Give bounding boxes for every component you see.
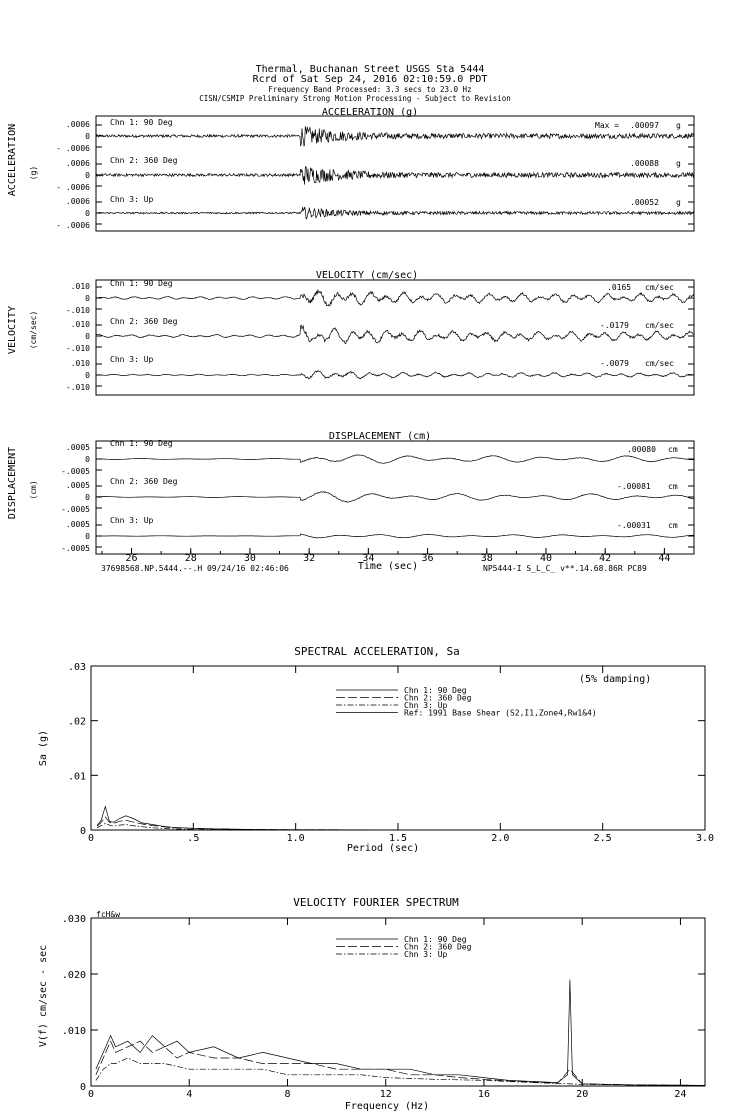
sa-legend-label: Chn 1: 90 Deg bbox=[404, 686, 467, 695]
displacement-ch3-max: -.00031 bbox=[617, 521, 651, 530]
sa-series bbox=[97, 807, 705, 831]
displacement-ch1-unit: cm bbox=[668, 445, 678, 454]
velocity-tick-label-top: .010 bbox=[70, 320, 90, 329]
fs-legend bbox=[336, 935, 472, 959]
velocity-side-label: VELOCITY bbox=[7, 305, 18, 355]
acceleration-title: ACCELERATION (g) bbox=[321, 107, 419, 118]
acceleration-ch3-unit: g bbox=[676, 198, 681, 207]
velocity-ch3-unit: cm/sec bbox=[645, 359, 674, 368]
velocity-tick-label-zero: 0 bbox=[85, 332, 90, 341]
fs-x-tick-label: 12 bbox=[379, 1089, 392, 1100]
displacement-ch2-max: -.00081 bbox=[617, 482, 651, 491]
sa-x-tick-label: 2.5 bbox=[593, 833, 612, 844]
velocity-trace-ch1 bbox=[96, 290, 694, 306]
sa-y-tick-label: .02 bbox=[67, 716, 86, 728]
displacement-tick-label-top: .0005 bbox=[65, 443, 90, 452]
footer-processing-id: NP5444-I S_L_C_ v**.14.68.86R PC89 bbox=[483, 564, 647, 573]
displacement-tick-label-top: .0005 bbox=[65, 520, 90, 529]
header-record-time: Rcrd of Sat Sep 24, 2016 02:10:59.0 PDT bbox=[252, 74, 488, 85]
sa-damping-note: (5% damping) bbox=[579, 674, 652, 685]
acceleration-max-label: Max = bbox=[595, 121, 620, 130]
fs-legend-label: Chn 2: 360 Deg bbox=[404, 942, 472, 952]
fs-frame bbox=[91, 918, 705, 1086]
time-tick-label: 38 bbox=[480, 553, 493, 564]
acceleration-tick-label-top: .0006 bbox=[65, 197, 90, 206]
displacement-tick-label-bottom: -.0005 bbox=[61, 505, 90, 514]
displacement-traces bbox=[96, 455, 694, 538]
time-tick-label: 42 bbox=[599, 553, 612, 564]
acceleration-ch3-max: .00052 bbox=[630, 198, 659, 207]
fs-legend-label: Chn 1: 90 Deg bbox=[404, 935, 467, 944]
fs-x-tick-label: 24 bbox=[674, 1089, 687, 1100]
fs-series bbox=[96, 980, 705, 1086]
acceleration-traces bbox=[96, 126, 694, 219]
velocity-ch2-name: Chn 2: 360 Deg bbox=[110, 317, 178, 326]
acceleration-tick-label-top: .0006 bbox=[65, 120, 90, 129]
fs-legend-label: Chn 3: Up bbox=[404, 950, 448, 959]
displacement-y-ticks bbox=[61, 443, 694, 553]
fs-x-tick-label: 4 bbox=[186, 1089, 193, 1100]
displacement-panel bbox=[7, 431, 694, 554]
acceleration-tick-label-bottom: - .0006 bbox=[56, 183, 90, 192]
acceleration-ch3-name: Chn 3: Up bbox=[110, 195, 154, 204]
displacement-title: DISPLACEMENT (cm) bbox=[328, 431, 432, 442]
acceleration-ch1-max: .00097 bbox=[630, 121, 659, 130]
time-tick-label: 30 bbox=[243, 553, 256, 564]
time-tick-label: 44 bbox=[658, 553, 671, 564]
time-tick-label: 36 bbox=[421, 553, 434, 564]
acceleration-unit-label: (g) bbox=[29, 165, 38, 181]
time-tick-label: 40 bbox=[539, 553, 553, 564]
velocity-ch1-unit: cm/sec bbox=[645, 283, 674, 292]
sa-axes bbox=[68, 662, 714, 844]
displacement-tick-label-zero: 0 bbox=[85, 455, 90, 464]
fs-x-tick-label: 8 bbox=[284, 1089, 291, 1100]
displacement-trace-ch3 bbox=[96, 534, 694, 538]
header-station: Thermal, Buchanan Street USGS Sta 5444 bbox=[255, 64, 485, 75]
displacement-ch2-name: Chn 2: 360 Deg bbox=[110, 477, 178, 486]
acceleration-tick-label-zero: 0 bbox=[85, 171, 90, 180]
fs-y-tick-label: 0 bbox=[79, 1082, 86, 1093]
displacement-tick-label-zero: 0 bbox=[85, 493, 90, 502]
displacement-ch3-unit: cm bbox=[668, 521, 678, 530]
time-tick-label: 32 bbox=[303, 553, 316, 564]
fs-y-tick-label: .030 bbox=[61, 914, 86, 925]
sa-title: SPECTRAL ACCELERATION, Sa bbox=[294, 645, 460, 658]
sa-y-tick-label: 0 bbox=[79, 826, 86, 837]
sa-y-label: Sa (g) bbox=[38, 729, 49, 767]
time-tick-label: 28 bbox=[184, 553, 197, 564]
sa-x-tick-label: 1.5 bbox=[388, 833, 408, 844]
fourier-spectrum-chart bbox=[38, 896, 705, 1112]
velocity-unit-label: (cm/sec) bbox=[29, 310, 38, 350]
velocity-tick-label-bottom: -.010 bbox=[65, 344, 90, 353]
acceleration-ch2-unit: g bbox=[676, 159, 681, 168]
displacement-ch3-name: Chn 3: Up bbox=[110, 516, 154, 525]
sa-x-label: Period (sec) bbox=[346, 843, 420, 854]
velocity-ch2-unit: cm/sec bbox=[645, 321, 674, 330]
fs-axes bbox=[62, 914, 705, 1100]
sa-x-tick-label: .5 bbox=[187, 833, 200, 844]
sa-legend bbox=[336, 686, 597, 718]
fs-series-3 bbox=[96, 1058, 705, 1085]
header-frequency-band: Frequency Band Processed: 3.3 secs to 23.0 Hz bbox=[268, 85, 472, 94]
acceleration-panel bbox=[7, 107, 694, 231]
acceleration-tick-label-bottom: - .0006 bbox=[56, 221, 90, 230]
fs-series-2 bbox=[96, 1041, 705, 1085]
velocity-tick-label-bottom: -.010 bbox=[65, 306, 90, 315]
velocity-ch3-name: Chn 3: Up bbox=[110, 355, 154, 364]
sa-y-tick-label: .03 bbox=[67, 662, 86, 673]
velocity-ch1-name: Chn 1: 90 Deg bbox=[110, 279, 173, 288]
displacement-trace-ch1 bbox=[96, 455, 694, 463]
header-disclaimer: CISN/CSMIP Preliminary Strong Motion Processing - Subject to Revision bbox=[199, 94, 511, 103]
sa-x-tick-label: 3.0 bbox=[695, 833, 715, 844]
sa-series-1 bbox=[97, 807, 705, 831]
velocity-tick-label-zero: 0 bbox=[85, 294, 90, 303]
fs-y-tick-label: .010 bbox=[61, 1026, 86, 1037]
fs-y-tick-label: .020 bbox=[61, 970, 86, 981]
sa-x-tick-label: 1.0 bbox=[286, 833, 305, 844]
fs-x-tick-label: 20 bbox=[576, 1089, 589, 1100]
fs-x-tick-label: 16 bbox=[477, 1089, 490, 1100]
fs-series-1 bbox=[96, 980, 705, 1086]
sa-legend-label: Chn 3: Up bbox=[404, 701, 448, 710]
displacement-unit-label: (cm) bbox=[29, 480, 38, 500]
acceleration-ch2-max: .00088 bbox=[630, 159, 659, 168]
displacement-ch2-unit: cm bbox=[668, 482, 678, 491]
footer-record-id: 37698568.NP.5444.--.H 09/24/16 02:46:06 bbox=[101, 564, 289, 573]
displacement-trace-ch2 bbox=[96, 492, 694, 503]
time-axis-label: Time (sec) bbox=[357, 561, 419, 572]
sa-legend-label: Ref: 1991 Base Shear (S2,I1,Zone4,Rw1&4) bbox=[404, 708, 597, 718]
acceleration-tick-label-bottom: - .0006 bbox=[56, 144, 90, 153]
acceleration-tick-label-zero: 0 bbox=[85, 209, 90, 218]
acceleration-ch2-name: Chn 2: 360 Deg bbox=[110, 156, 178, 165]
displacement-tick-label-zero: 0 bbox=[85, 532, 90, 541]
velocity-tick-label-top: .010 bbox=[70, 359, 90, 368]
velocity-tick-label-zero: 0 bbox=[85, 371, 90, 380]
fs-x-label: Frequency (Hz) bbox=[344, 1101, 430, 1112]
fs-x-tick-label: 0 bbox=[87, 1089, 95, 1100]
displacement-tick-label-top: .0005 bbox=[65, 481, 90, 490]
spectral-acceleration-chart bbox=[38, 645, 714, 854]
velocity-ch2-max: -.0179 bbox=[600, 321, 629, 330]
time-tick-label: 26 bbox=[125, 553, 138, 564]
acceleration-tick-label-top: .0006 bbox=[65, 159, 90, 168]
report-header bbox=[199, 64, 511, 103]
time-tick-label: 34 bbox=[362, 553, 375, 564]
velocity-panel bbox=[7, 270, 694, 395]
sa-x-tick-label: 2.0 bbox=[491, 833, 510, 844]
velocity-trace-ch3 bbox=[96, 371, 694, 379]
fs-corner-label: fcH&w bbox=[96, 910, 121, 919]
displacement-side-label: DISPLACEMENT bbox=[7, 446, 18, 520]
velocity-tick-label-bottom: -.010 bbox=[65, 383, 90, 392]
acceleration-trace-ch2 bbox=[96, 167, 694, 185]
velocity-ch3-max: -.0079 bbox=[600, 359, 629, 368]
displacement-ch1-max: .00080 bbox=[627, 445, 656, 454]
displacement-ch1-name: Chn 1: 90 Deg bbox=[110, 439, 173, 448]
velocity-ch1-max: .0165 bbox=[607, 283, 632, 292]
fs-y-label: V(f) cm/sec - sec bbox=[38, 944, 49, 1048]
sa-x-tick-label: 0 bbox=[87, 833, 95, 844]
velocity-title: VELOCITY (cm/sec) bbox=[315, 270, 419, 281]
acceleration-side-label: ACCELERATION bbox=[7, 123, 18, 197]
acceleration-tick-label-zero: 0 bbox=[85, 132, 90, 141]
acceleration-trace-ch3 bbox=[96, 207, 694, 219]
sa-series-3 bbox=[97, 823, 705, 830]
acceleration-ch1-name: Chn 1: 90 Deg bbox=[110, 118, 173, 127]
displacement-tick-label-bottom: -.0005 bbox=[61, 544, 90, 553]
acceleration-ch1-unit: g bbox=[676, 121, 681, 130]
sa-series-2 bbox=[97, 817, 705, 830]
fs-title: VELOCITY FOURIER SPECTRUM bbox=[293, 896, 459, 909]
sa-legend-label: Chn 2: 360 Deg bbox=[404, 693, 472, 703]
sa-frame bbox=[91, 666, 705, 830]
sa-y-tick-label: .01 bbox=[67, 771, 86, 783]
velocity-tick-label-top: .010 bbox=[70, 282, 90, 291]
displacement-tick-label-bottom: -.0005 bbox=[61, 467, 90, 476]
